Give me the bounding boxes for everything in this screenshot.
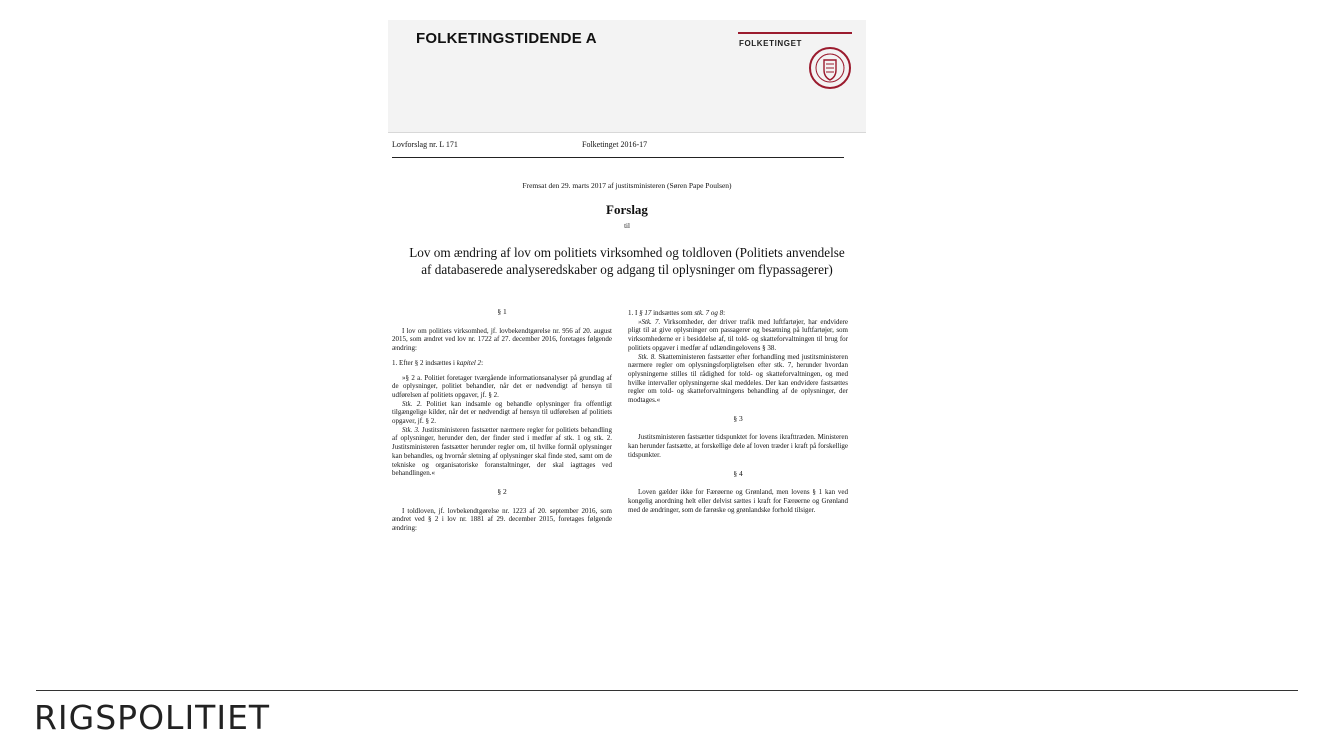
section-3-text: Justitsministeren fastsætter tidspunktet for lovens ikrafttræden. Ministeren kan herunder fastsætte, at forskellige dele af loven træder i kraft på forskellige tidspunkter.	[628, 433, 848, 459]
section-1-heading: § 1	[497, 307, 507, 316]
bill-document-page	[388, 20, 866, 600]
section-4-text: Loven gælder ikke for Færøerne og Grønland, men lovens § 1 kan ved kongelig anordning helt eller delvist sættes i kraft for Færøerne og Grønland med de ændringer, som de færøske og grønlandske forhold tilsiger.	[628, 488, 848, 514]
section-4-heading: § 4	[733, 468, 743, 478]
submitted-line: Fremsat den 29. marts 2017 af justitsministeren (Søren Pape Poulsen)	[522, 181, 732, 190]
amendment-item-1: 1. Efter § 2 indsættes i kapitel 2:	[392, 358, 484, 367]
stk-2: Stk. 2. Politiet kan indsamle og behandle oplysninger fra offentligt tilgængelige kilder, når det er nødvendigt af hensyn til udførelsen af politiets opgaver, jf. § 2.	[392, 399, 612, 426]
rigspolitiet-brand: RIGSPOLITIET	[34, 698, 271, 737]
stk-3: Stk. 3. Justitsministeren fastsætter nærmere regler for politiets behandling af oplysninger, herunder den, der finder sted i medfør af stk. 1 og stk. 2. Justitsministeren fastsætter herunder regler om, til hvilke formål oplysninger kan behandles, og hvornår sletning af oplysninger skal finde sted, samt om de tekniske og organisatoriske foranstaltninger, der skal iagttages ved behandlingen.«	[392, 425, 612, 478]
footer-divider	[36, 690, 1298, 691]
stk-7: »Stk. 7. Virksomheder, der driver trafik med luftfartøjer, har endvidere pligt til at give oplysninger om passagerer og besætning på luftfartøjer, som virksomhederne er i besiddelse af, til told- og skatteforvaltningen til brug for politiets opgaver i medfør af udlændingelovens § 38.	[628, 317, 848, 352]
amendment-item-1-toldloven: 1. I § 17 indsættes som stk. 7 og 8:	[628, 309, 726, 317]
law-title: Lov om ændring af lov om politiets virksomhed og toldloven (Politiets anvendelse af databaserede analyseredskaber og adgang til oplysninger om flypassagerer)	[409, 245, 845, 277]
section-1-intro: I lov om politiets virksomhed, jf. lovbekendtgørelse nr. 956 af 20. august 2015, som ændret ved lov nr. 1722 af 27. december 2016, foretages følgende ændring:	[392, 326, 612, 353]
bill-number: Lovforslag nr. L 171	[392, 140, 458, 149]
paragraph-2a: »§ 2 a. Politiet foretager tværgående informationsanalyser på grundlag af de oplysninger, politiet behandler, når det er nødvendigt af hensyn til udførelsen af politiets opgaver, jf. § 2.	[392, 373, 612, 399]
stk-8: Stk. 8. Skatteministeren fastsætter efter forhandling med justitsministeren nærmere regler om oplysningsforpligtelsen efter stk. 7, herunder hvordan oplysningerne stilles til rådighed for told- og skatteforvaltningen, og med hvilke intervaller oplysningerne skal meddeles. Der kan endvidere fastsættes regler om told- og skatteforvaltningens behandling af de oplysninger, der modtages.«	[628, 352, 848, 405]
section-3-heading: § 3	[733, 413, 743, 423]
right-column	[628, 309, 848, 514]
parliament-rule	[738, 32, 852, 34]
left-column	[392, 308, 612, 533]
forslag-heading: Forslag	[606, 202, 648, 217]
til-label: til	[624, 222, 630, 230]
section-2-heading: § 2	[497, 486, 507, 496]
parliament-seal-icon	[808, 46, 852, 90]
gazette-title: FOLKETINGSTIDENDE A	[416, 30, 597, 47]
gazette-header	[388, 20, 866, 133]
bill-meta-row	[392, 140, 844, 158]
section-2-intro: I toldloven, jf. lovbekendtgørelse nr. 1223 af 20. september 2016, som ændret ved § 2 i lov nr. 1881 af 29. december 2015, foretages følgende ændring:	[392, 506, 612, 533]
parliament-label: FOLKETINGET	[739, 39, 803, 48]
session-label: Folketinget 2016-17	[582, 140, 648, 149]
